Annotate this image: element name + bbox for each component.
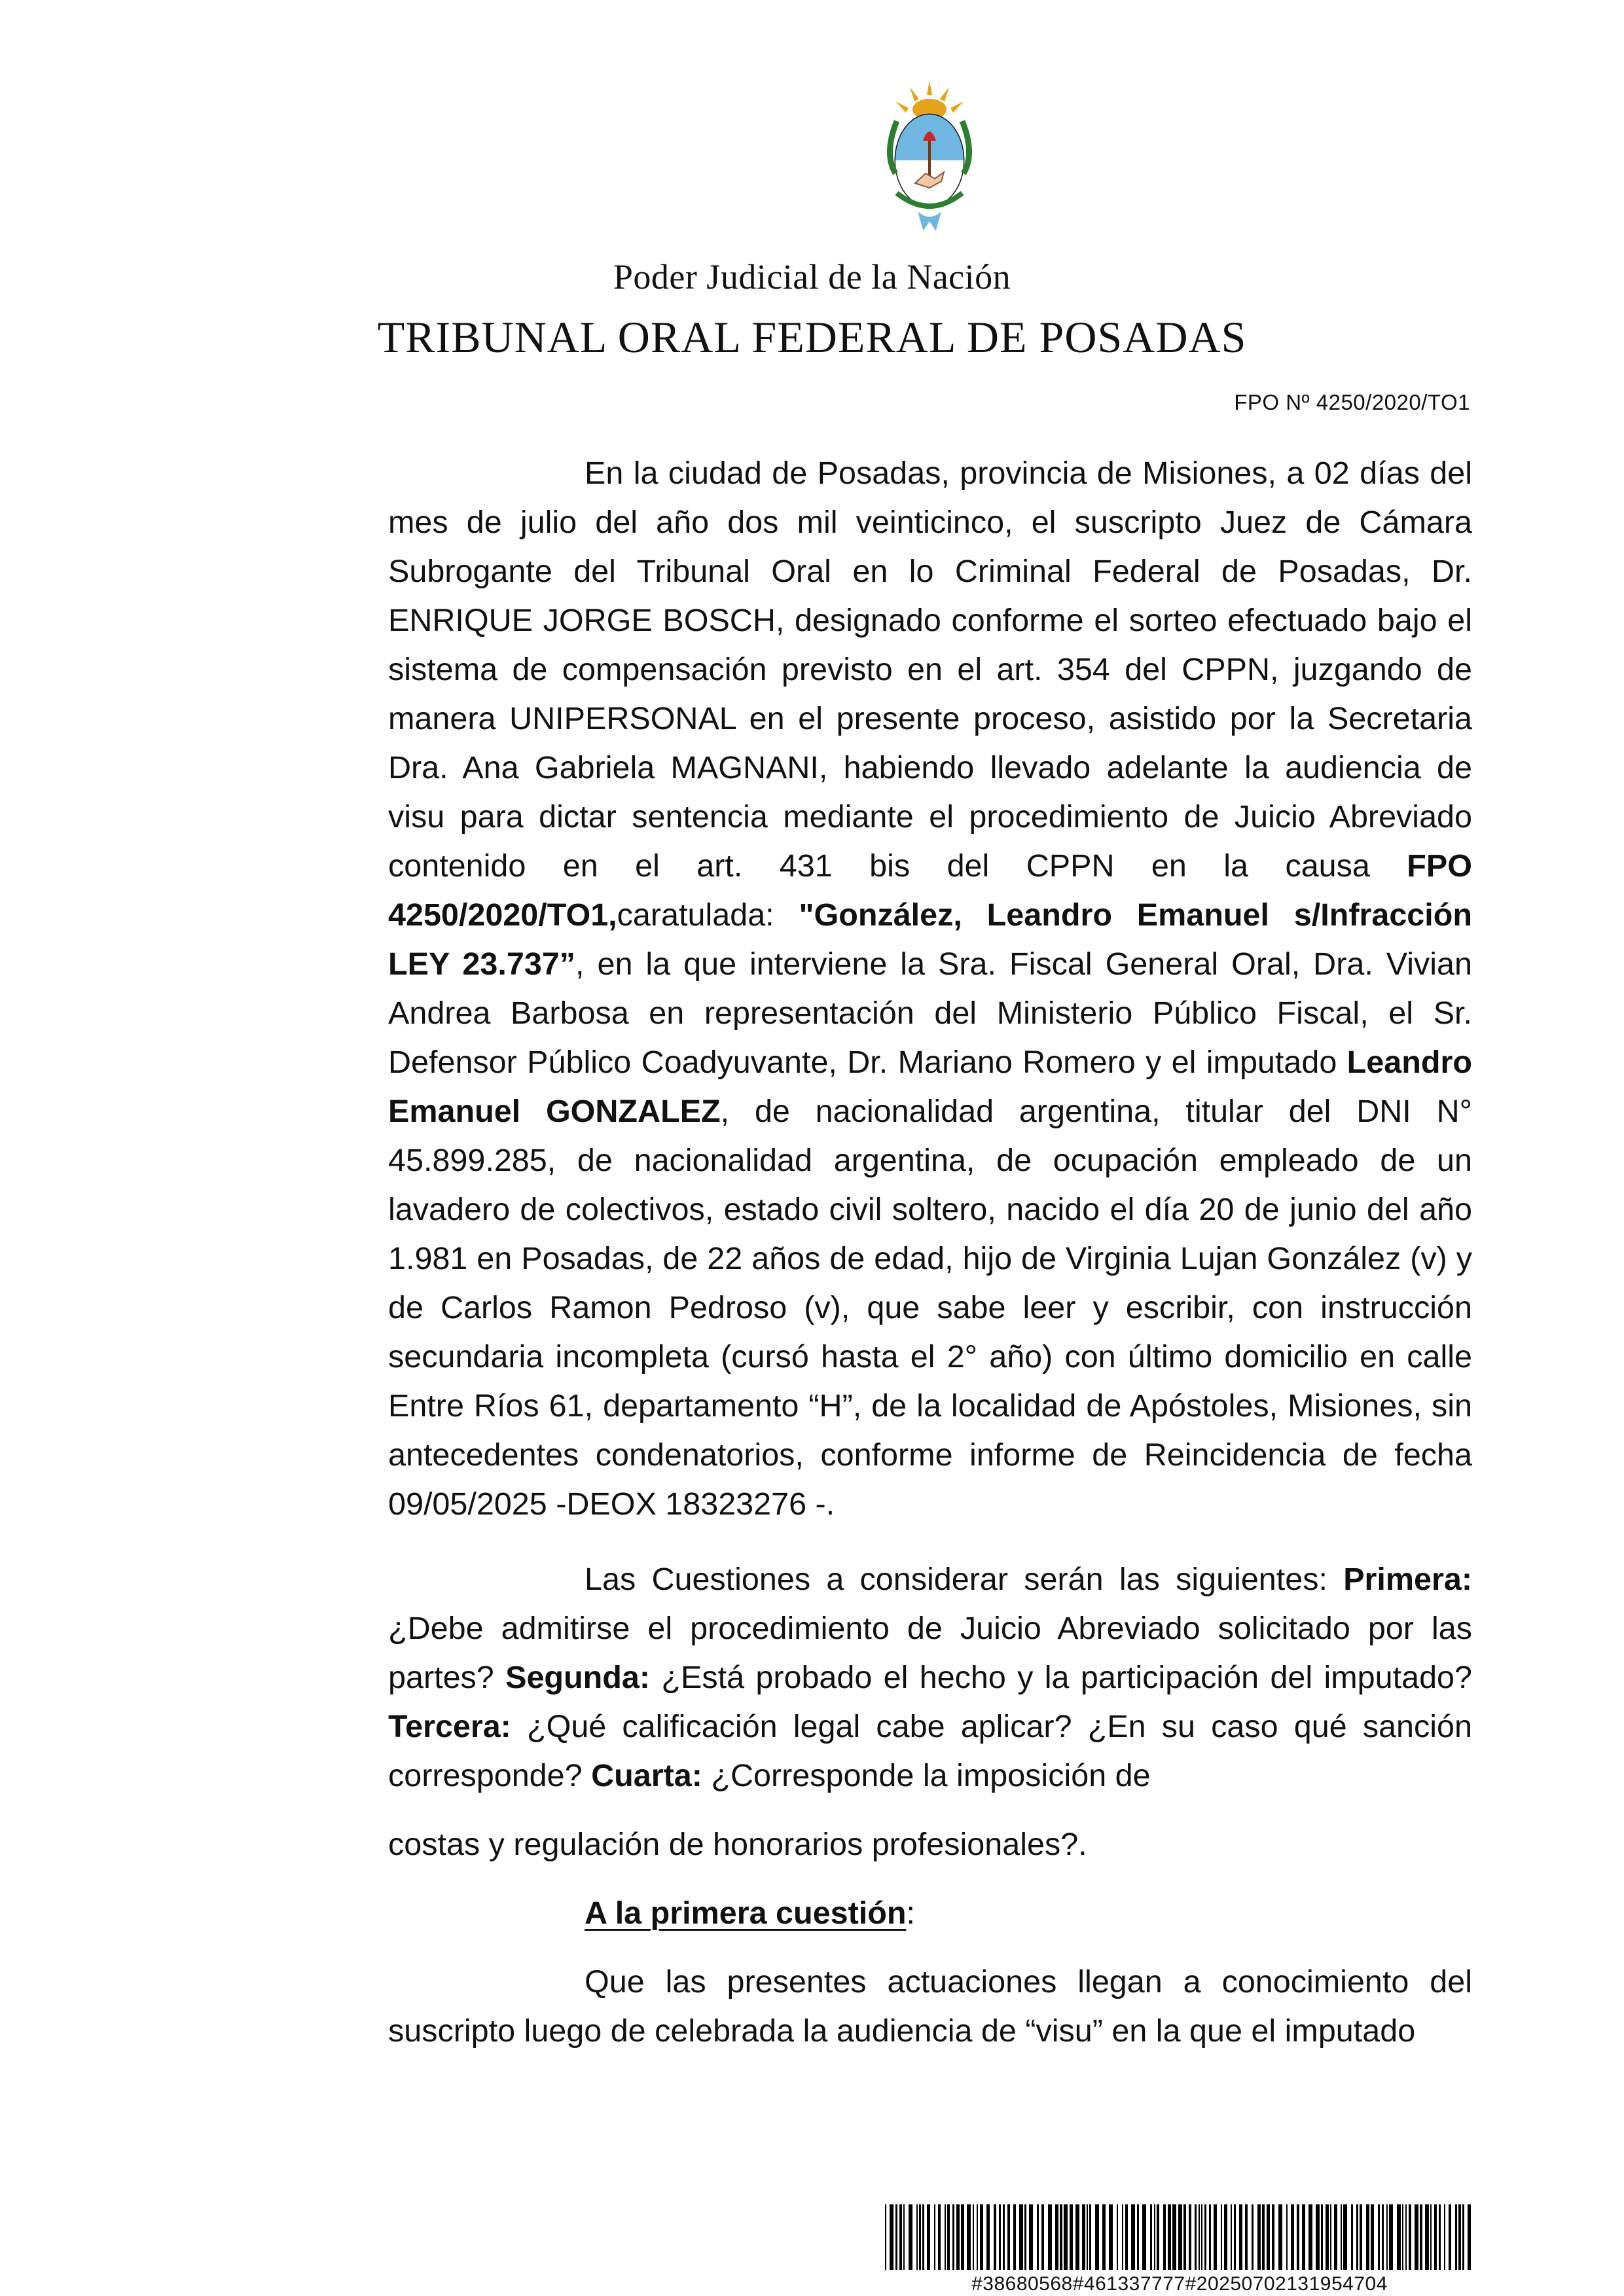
- barcode-bar: [1075, 2204, 1079, 2270]
- barcode-bar: [938, 2204, 941, 2270]
- barcode-bar: [1449, 2204, 1451, 2270]
- barcode-bar: [1137, 2204, 1139, 2270]
- defendant-name: Leandro Emanuel GONZALEZ: [388, 1045, 1472, 1129]
- barcode-bar: [1163, 2204, 1166, 2270]
- barcode-bar: [1089, 2204, 1091, 2270]
- barcode-bar: [1195, 2204, 1197, 2270]
- barcode-bar: [980, 2204, 983, 2270]
- text-run: ¿Corresponde la imposición de: [702, 1758, 1151, 1793]
- barcode-bar: [1178, 2204, 1182, 2270]
- barcode-bar: [1154, 2204, 1155, 2270]
- barcode-bar: [973, 2204, 974, 2270]
- question-label: Primera:: [1343, 1562, 1472, 1597]
- barcode-bar: [1405, 2204, 1407, 2270]
- court-name: TRIBUNAL ORAL FEDERAL DE POSADAS: [377, 312, 1247, 362]
- barcode-bar: [1131, 2204, 1135, 2270]
- text-run: caratulada:: [617, 897, 799, 933]
- text-run: ¿Qué calificación legal cabe aplicar? ¿En su caso qué sanción corresponde?: [388, 1709, 1472, 1793]
- barcode-bar: [1024, 2204, 1026, 2270]
- barcode-bar: [1356, 2204, 1358, 2270]
- barcode-bar: [1343, 2204, 1347, 2270]
- argentine-coat-of-arms-icon: [871, 75, 988, 239]
- barcode-bar: [1351, 2204, 1353, 2270]
- barcode-bar: [1321, 2204, 1323, 2270]
- barcode-bar: [1245, 2204, 1248, 2270]
- barcode-bar: [1102, 2204, 1106, 2270]
- barcode-bar: [1386, 2204, 1388, 2270]
- barcode-bar: [1458, 2204, 1461, 2270]
- barcode-bar: [1297, 2204, 1299, 2270]
- text-run: Las Cuestiones a considerar serán las siguientes:: [585, 1562, 1344, 1597]
- barcode-bar: [1095, 2204, 1099, 2270]
- barcode-bar: [1389, 2204, 1393, 2270]
- barcode-bar: [1334, 2204, 1337, 2270]
- barcode-bar: [1224, 2204, 1227, 2270]
- barcode-bar: [947, 2204, 950, 2270]
- barcode-bar: [1252, 2204, 1254, 2270]
- barcode-bar: [1267, 2204, 1270, 2270]
- barcode-bar: [1122, 2204, 1123, 2270]
- barcode-bar: [1029, 2204, 1033, 2270]
- barcode-bar: [1087, 2204, 1088, 2270]
- questions-paragraph-end: [388, 1820, 1472, 1869]
- barcode-bar: [1007, 2204, 1010, 2270]
- barcode-bar: [945, 2204, 946, 2270]
- barcode-bar: [1341, 2204, 1342, 2270]
- barcode-bar: [1278, 2204, 1282, 2270]
- barcode-bar: [1239, 2204, 1242, 2270]
- text-run: costas y regulación de honorarios profesionales?.: [388, 1827, 1087, 1862]
- barcode-bar: [1060, 2204, 1062, 2270]
- barcode-bar: [1172, 2204, 1176, 2270]
- barcode-bar: [1234, 2204, 1236, 2270]
- barcode-bar: [1048, 2204, 1052, 2270]
- barcode-bar: [1214, 2204, 1217, 2270]
- barcode-bar: [1420, 2204, 1422, 2270]
- barcode-bar: [885, 2204, 886, 2270]
- barcode-bar: [1209, 2204, 1211, 2270]
- barcode-bar: [977, 2204, 978, 2270]
- barcode-bar: [967, 2204, 971, 2270]
- barcode-bar: [1142, 2204, 1146, 2270]
- barcode-bar: [1168, 2204, 1171, 2270]
- barcode-bar: [1439, 2204, 1441, 2270]
- barcode-bar: [1415, 2204, 1418, 2270]
- barcode-bar: [986, 2204, 990, 2270]
- barcode-bar: [1402, 2204, 1403, 2270]
- barcode-bar: [1157, 2204, 1159, 2270]
- file-number: FPO Nº 4250/2020/TO1: [1234, 390, 1470, 414]
- barcode-bar: [952, 2204, 954, 2270]
- questions-paragraph: [388, 1555, 1472, 1801]
- barcode-bar: [895, 2204, 897, 2270]
- barcode-bar: [1291, 2204, 1294, 2270]
- barcode-bar: [961, 2204, 964, 2270]
- barcode-bar: [1468, 2204, 1471, 2270]
- barcode-bar: [919, 2204, 921, 2270]
- barcode-bar: [1330, 2204, 1331, 2270]
- barcode-bar: [994, 2204, 996, 2270]
- question-label: Segunda:: [505, 1660, 651, 1695]
- barcode-bar: [1231, 2204, 1232, 2270]
- barcode-bar: [1013, 2204, 1016, 2270]
- barcode-bar: [1434, 2204, 1437, 2270]
- heading-label: A la primera cuestión: [585, 1895, 907, 1931]
- barcode-bar: [1204, 2204, 1206, 2270]
- text-run: :: [906, 1895, 915, 1931]
- barcode-bar: [1221, 2204, 1222, 2270]
- barcode-bar: [916, 2204, 918, 2270]
- barcode-bar: [1430, 2204, 1432, 2270]
- barcode-bar: [903, 2204, 905, 2270]
- barcode-bar: [934, 2204, 935, 2270]
- barcode-bar: [1308, 2204, 1312, 2270]
- barcode-bar: [1326, 2204, 1329, 2270]
- barcode-bar: [1037, 2204, 1039, 2270]
- barcode-bar: [1070, 2204, 1073, 2270]
- barcode-number: #38680568#461337777#20250702131954704: [971, 2273, 1388, 2295]
- case-number: FPO 4250/2020/TO1,: [388, 848, 1472, 933]
- barcode-bar: [1082, 2204, 1085, 2270]
- barcode-bar: [1397, 2204, 1401, 2270]
- barcode-bar: [1455, 2204, 1457, 2270]
- document-body: [388, 449, 1472, 2056]
- barcode-bar: [1378, 2204, 1380, 2270]
- barcode-bar: [1409, 2204, 1411, 2270]
- barcode-bar: [927, 2204, 930, 2270]
- barcode-bar: [890, 2204, 893, 2270]
- barcode-bar: [899, 2204, 902, 2270]
- barcode-bar: [1366, 2204, 1369, 2270]
- barcode-bar: [1003, 2204, 1005, 2270]
- text-run: , en la que interviene la Sra. Fiscal General Oral, Dra. Vivian Andrea Barbosa en representación del Ministerio Público Fiscal, el Sr. Defensor Público Coadyuvante, Dr. Mariano Romero y el imputado: [388, 946, 1473, 1080]
- barcode-bar: [1019, 2204, 1023, 2270]
- barcode-bar: [1064, 2204, 1068, 2270]
- barcode-bar: [1360, 2204, 1362, 2270]
- text-run: En la ciudad de Posadas, provincia de Misiones, a 02 días del mes de julio del año dos mil veinticinco, el suscripto Juez de Cámara Subrogante del Tribunal Oral en lo Criminal Federal de Posadas, Dr. ENRIQUE JORGE BOSCH, designado conforme el sorteo efectuado bajo el sistema de compensación previsto en el art. 354 del CPPN, juzgando de manera UNIPERSONAL en el presente proceso, asistido por la Secretaria Dra. Ana Gabriela MAGNANI, habiendo llevado adelante la audiencia de visu para dictar sentencia mediante el procedimiento de Juicio Abreviado contenido en el art. 431 bis del CPPN en la causa: [388, 456, 1472, 884]
- barcode-bar: [999, 2204, 1001, 2270]
- barcode-bar: [1109, 2204, 1113, 2270]
- institution-title: Poder Judicial de la Nación: [613, 257, 1011, 296]
- barcode-bar: [1189, 2204, 1191, 2270]
- barcode-bar: [1302, 2204, 1305, 2270]
- text-run: ¿Está probado el hecho y la participación del imputado?: [650, 1660, 1472, 1695]
- barcode-icon: [885, 2204, 1474, 2270]
- first-question-paragraph: [388, 1958, 1472, 2056]
- barcode-bar: [1183, 2204, 1186, 2270]
- barcode-bar: [1201, 2204, 1202, 2270]
- text-run: Que las presentes actuaciones llegan a conocimiento del suscripto luego de celebrada la audiencia de “visu” en la que el imputado: [388, 1964, 1472, 2049]
- barcode-bar: [1257, 2204, 1261, 2270]
- barcode-bar: [922, 2204, 924, 2270]
- barcode-bar: [1150, 2204, 1152, 2270]
- barcode-bar: [1425, 2204, 1429, 2270]
- section-heading: [388, 1889, 1472, 1938]
- question-label: Cuarta:: [591, 1758, 702, 1793]
- barcode-bar: [1272, 2204, 1274, 2270]
- case-title: "González, Leandro Emanuel s/Infracción LEY 23.737”: [388, 897, 1472, 982]
- text-run: , de nacionalidad argentina, titular del DNI N° 45.899.285, de nacionalidad argentina, de ocupación empleado de un lavadero de colectivos, estado civil soltero, nacido el día 20 de junio del año 1.981 en Posadas, de 22 años de edad, hijo de Virginia Lujan González (v) y de Carlos Ramon Pedroso (v), que sabe leer y escribir, con instrucción secundaria incompleta (cursó hasta el 2° año) con último domicilio en calle Entre Ríos 61, departamento “H”, de la localidad de Apóstoles, Misiones, sin antecedentes condenatorios, conforme informe de Reincidencia de fecha 09/05/2025 -DEOX 18323276 -.: [388, 1094, 1472, 1522]
- barcode-bar: [1055, 2204, 1058, 2270]
- opening-paragraph: [388, 449, 1472, 1529]
- barcode-bar: [1041, 2204, 1044, 2270]
- text-run: ¿Debe admitirse el procedimiento de Juicio Abreviado solicitado por las partes?: [388, 1611, 1472, 1695]
- barcode-bar: [1382, 2204, 1384, 2270]
- barcode-bar: [1462, 2204, 1464, 2270]
- barcode-bar: [1117, 2204, 1118, 2270]
- barcode-bar: [1371, 2204, 1374, 2270]
- barcode-bar: [1199, 2204, 1200, 2270]
- barcode-bar: [909, 2204, 912, 2270]
- barcode-bar: [1316, 2204, 1320, 2270]
- barcode-bar: [1125, 2204, 1128, 2270]
- question-label: Tercera:: [388, 1709, 511, 1744]
- barcode-bar: [1286, 2204, 1288, 2270]
- barcode-bar: [1444, 2204, 1445, 2270]
- barcode-bar: [1262, 2204, 1265, 2270]
- barcode-bar: [956, 2204, 960, 2270]
